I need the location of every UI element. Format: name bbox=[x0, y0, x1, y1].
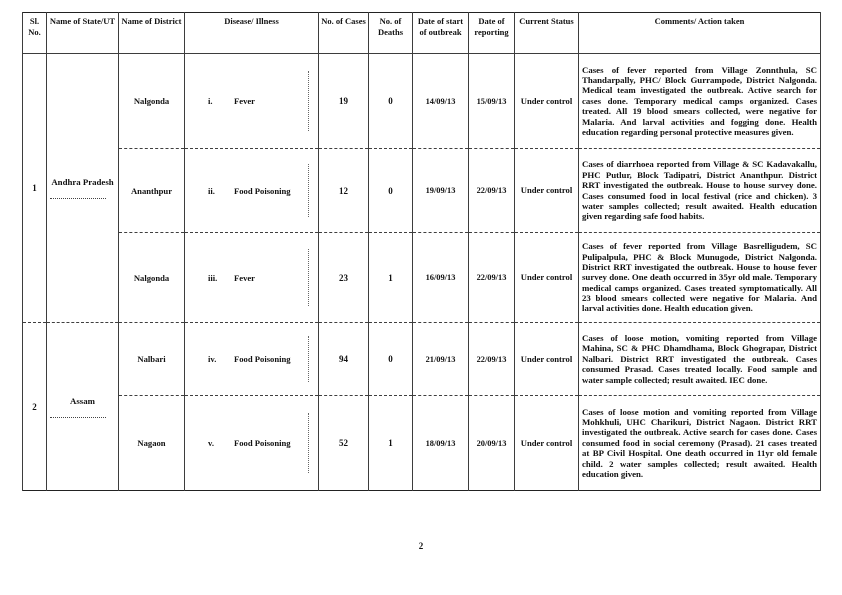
disease-number: ii. bbox=[208, 185, 215, 196]
state-cell bbox=[47, 323, 119, 491]
comments-cell: Cases of fever reported from Village Zonnthula, SC Thandarpally, PHC/ Block Gurrampode, District Nalgonda. Medical team investigated the outbreak. Active search for cases done. Temporary medical camps organized. Cases treated. All 19 blood smears collected, were negative for Malaria. And larval activities and fogging done. Health education regarding personal protective measures given. bbox=[579, 54, 821, 149]
date-start-cell: 19/09/13 bbox=[413, 149, 469, 233]
cases-cell: 52 bbox=[319, 396, 369, 491]
disease-name: Food Poisoning bbox=[234, 354, 291, 364]
header-date-start: Date of start of outbreak bbox=[413, 13, 469, 54]
status-cell: Under control bbox=[515, 396, 579, 491]
disease-number: iii. bbox=[208, 272, 218, 283]
date-reporting-cell: 20/09/13 bbox=[469, 396, 515, 491]
date-start-cell: 18/09/13 bbox=[413, 396, 469, 491]
dotted-divider bbox=[308, 336, 309, 382]
deaths-cell: 0 bbox=[369, 54, 413, 149]
disease-name: Fever bbox=[234, 272, 255, 283]
dotted-divider bbox=[308, 164, 309, 217]
header-district: Name of District bbox=[119, 13, 185, 54]
deaths-cell: 1 bbox=[369, 396, 413, 491]
date-reporting-cell: 22/09/13 bbox=[469, 149, 515, 233]
district-cell: Nagaon bbox=[119, 396, 185, 491]
table-row bbox=[23, 149, 821, 233]
cases-cell: 12 bbox=[319, 149, 369, 233]
disease-name: Food Poisoning bbox=[234, 185, 291, 196]
disease-cell bbox=[185, 149, 319, 233]
table-row bbox=[23, 323, 821, 396]
disease-number: iv. bbox=[208, 354, 217, 364]
district-cell: Nalgonda bbox=[119, 233, 185, 323]
table-row bbox=[23, 54, 821, 149]
header-cases: No. of Cases bbox=[319, 13, 369, 54]
sl-no-cell: 1 bbox=[23, 54, 47, 323]
district-cell: Nalbari bbox=[119, 323, 185, 396]
header-state: Name of State/UT bbox=[47, 13, 119, 54]
state-underline bbox=[50, 417, 106, 418]
table-row bbox=[23, 233, 821, 323]
deaths-cell: 1 bbox=[369, 233, 413, 323]
date-reporting-cell: 22/09/13 bbox=[469, 233, 515, 323]
dotted-divider bbox=[308, 249, 309, 306]
outbreak-table bbox=[22, 12, 821, 491]
comments-cell: Cases of loose motion and vomiting reported from Village Mohkhuli, UHC Charikuri, District Nagaon. District RRT investigated the outbreak. Active search for cases done. Cases consumed food in social ceremony (Prasad). 21 cases treated at BP Civil Hospital. One death occurred in 11yr old female child. 2 water samples collected; result awaited. Health education given. bbox=[579, 396, 821, 491]
cases-cell: 23 bbox=[319, 233, 369, 323]
district-cell: Nalgonda bbox=[119, 54, 185, 149]
disease-name: Food Poisoning bbox=[234, 438, 291, 448]
date-start-cell: 21/09/13 bbox=[413, 323, 469, 396]
comments-cell: Cases of fever reported from Village Basrelligudem, SC Pulipalpula, PHC & Block Munugode, District Nalgonda. District RRT investigated the outbreak. House to house fever survey done. One death occurred in 35yr old male. Temporary medical camps organized. Cases treated symptomatically. All 23 blood smears collected were negative for Malaria. And larval activities done. Health education given. bbox=[579, 233, 821, 323]
comments-cell: Cases of diarrhoea reported from Village & SC Kadavakallu, PHC Putlur, Block Tadipatri, District Ananthpur. District RRT investigated the outbreak. House to house survey done. Cases consumed food in local festival (rice and chicken). 3 water samples collected; result awaited. Health education given regarding safe food habits. bbox=[579, 149, 821, 233]
state-underline bbox=[50, 198, 106, 199]
table-row bbox=[23, 396, 821, 491]
disease-number: i. bbox=[208, 96, 213, 106]
deaths-cell: 0 bbox=[369, 323, 413, 396]
dotted-divider bbox=[308, 71, 309, 131]
district-cell: Ananthpur bbox=[119, 149, 185, 233]
cases-cell: 19 bbox=[319, 54, 369, 149]
disease-cell bbox=[185, 396, 319, 491]
deaths-cell: 0 bbox=[369, 149, 413, 233]
date-start-cell: 14/09/13 bbox=[413, 54, 469, 149]
page-number: 2 bbox=[418, 541, 424, 551]
comments-cell: Cases of loose motion, vomiting reported from Village Mahina, SC & PHC Dhamdhama, Block Ghograpar, District Nalbari. District RRT investigated the outbreak. Cases consumed Prasad. Cases treated locally. Food sample and water sample collected; result awaited. IEC done. bbox=[579, 323, 821, 396]
status-cell: Under control bbox=[515, 149, 579, 233]
sl-no-cell: 2 bbox=[23, 323, 47, 491]
status-cell: Under control bbox=[515, 323, 579, 396]
state-cell bbox=[47, 54, 119, 323]
date-start-cell: 16/09/13 bbox=[413, 233, 469, 323]
header-comments: Comments/ Action taken bbox=[579, 13, 821, 54]
header-current-status: Current Status bbox=[515, 13, 579, 54]
header-deaths: No. of Deaths bbox=[369, 13, 413, 54]
date-reporting-cell: 22/09/13 bbox=[469, 323, 515, 396]
header-disease: Disease/ Illness bbox=[185, 13, 319, 54]
disease-name: Fever bbox=[234, 96, 255, 106]
disease-cell bbox=[185, 323, 319, 396]
dotted-divider bbox=[308, 413, 309, 473]
disease-number: v. bbox=[208, 438, 214, 448]
date-reporting-cell: 15/09/13 bbox=[469, 54, 515, 149]
header-date-reporting: Date of reporting bbox=[469, 13, 515, 54]
disease-cell bbox=[185, 54, 319, 149]
header-sl-no: Sl. No. bbox=[23, 13, 47, 54]
table-header-row bbox=[23, 13, 821, 54]
disease-cell bbox=[185, 233, 319, 323]
status-cell: Under control bbox=[515, 233, 579, 323]
status-cell: Under control bbox=[515, 54, 579, 149]
state-name: Andhra Pradesh bbox=[51, 177, 114, 187]
cases-cell: 94 bbox=[319, 323, 369, 396]
state-name: Assam bbox=[70, 395, 95, 406]
